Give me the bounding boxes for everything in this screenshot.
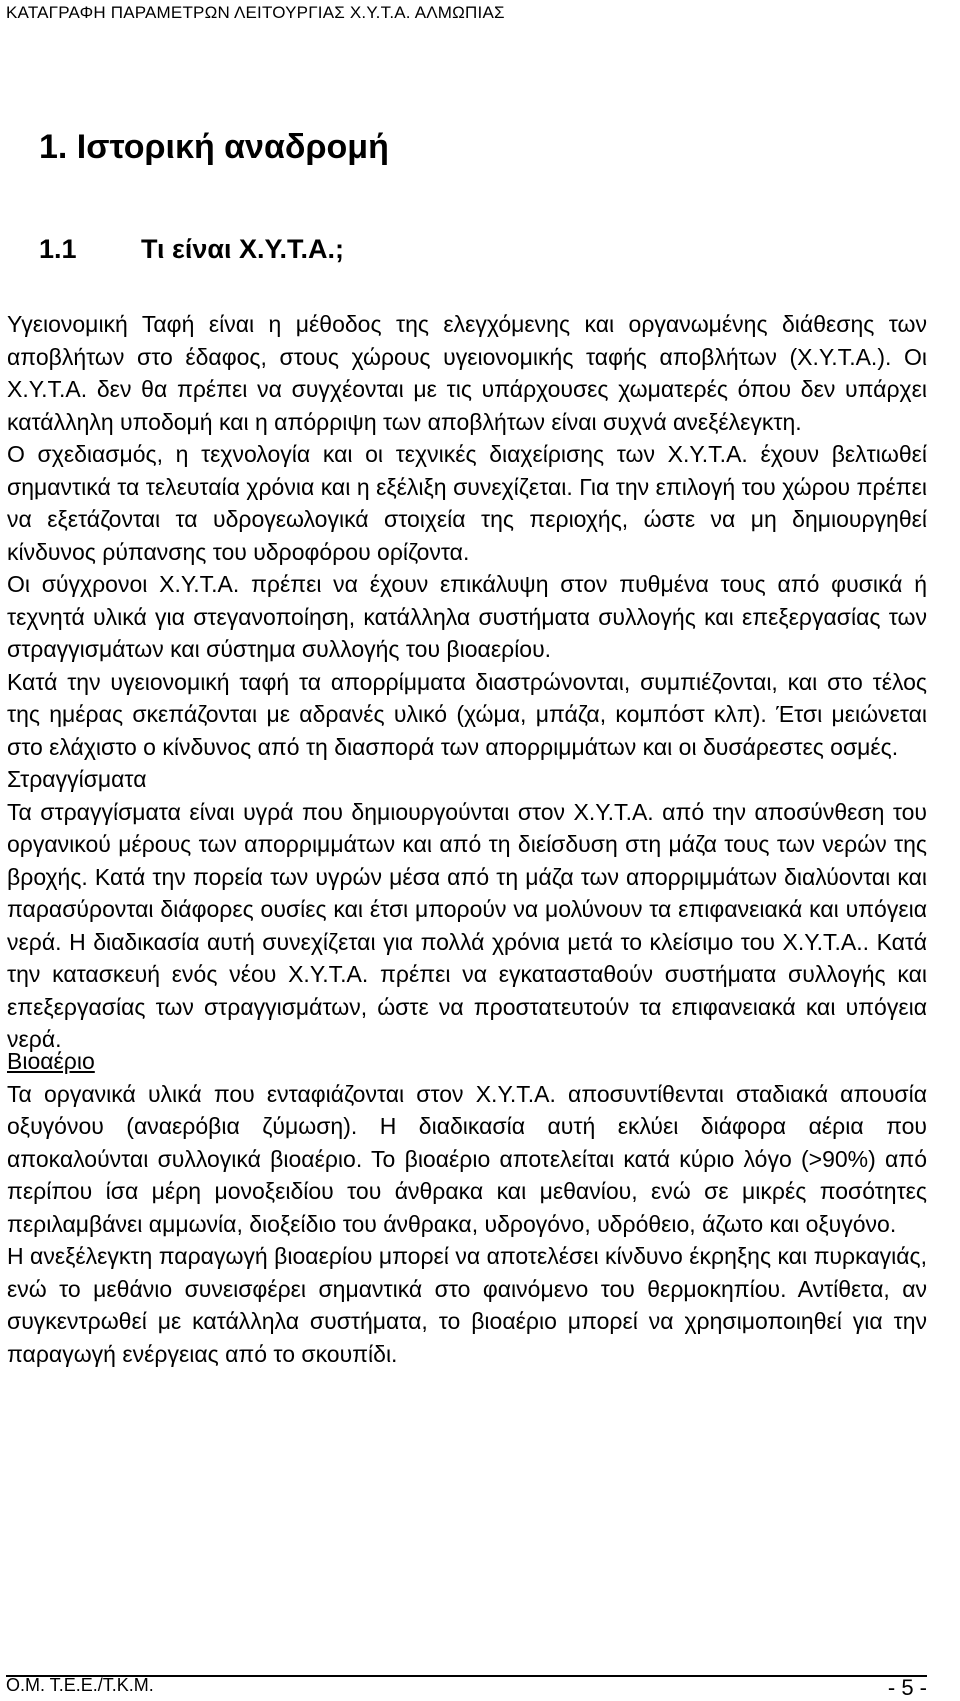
footer-organization: Ο.Μ. Τ.Ε.Ε./Τ.Κ.Μ. xyxy=(6,1675,154,1695)
section-title: 1. Ιστορική αναδρομή xyxy=(39,128,389,166)
subsection-heading xyxy=(39,234,344,265)
running-header: ΚΑΤΑΓΡΑΦΗ ΠΑΡΑΜΕΤΡΩΝ ΛΕΙΤΟΥΡΓΙΑΣ Χ.Υ.Τ.Α. ΑΛΜΩΠΙΑΣ xyxy=(6,3,505,22)
paragraph-4: Κατά την υγειονομική ταφή τα απορρίμματα διαστρώνονται, συμπιέζονται, και στο τέλος της ημέρας σκεπάζονται με αδρανές υλικό (χώμα, μπάζα, κομπόστ κλπ). Έτσι μειώνεται στο ελάχιστο ο κίνδυνος από τη διασπορά των απορριμμάτων και οι δυσάρεστες οσμές. xyxy=(7,668,927,760)
subsection-number: 1.1 xyxy=(39,234,77,264)
paragraph-5: Τα στραγγίσματα είναι υγρά που δημιουργούνται στον Χ.Υ.Τ.Α. από την αποσύνθεση του οργανικού μέρους των απορριμμάτων και από τη διείσδυση στη μάζα τους των νερών της βροχής. Κατά την πορεία των υγρών μέσα από τη μάζα των απορριμμάτων διαλύονται και παρασύρονται διάφορες ουσίες και έτσι μπορούν να μολύνουν τα επιφανειακά και υπόγεια νερά. Η διαδικασία αυτή συνεχίζεται για πολλά χρόνια μετά το κλείσιμο του Χ.Υ.Τ.Α.. Κατά την κατασκευή ενός νέου Χ.Υ.Τ.Α. πρέπει να εγκατασταθούν συστήματα συλλογής και επεξεργασίας των στραγγισμάτων, ώστε να προστατευτούν τα επιφανειακά και υπόγεια νερά. xyxy=(7,798,927,1052)
paragraph-3: Οι σύγχρονοι Χ.Υ.Τ.Α. πρέπει να έχουν επικάλυψη στον πυθμένα τους από φυσικά ή τεχνητά υλικά για στεγανοποίηση, κατάλληλα συστήματα συλλογής και επεξεργασίας των στραγγισμάτων και σύστημα συλλογής του βιοαερίου. xyxy=(7,571,927,662)
leachate-heading: Στραγγίσματα xyxy=(7,766,147,792)
page-number: - 5 - xyxy=(887,1675,927,1700)
paragraph-7: Η ανεξέλεγκτη παραγωγή βιοαερίου μπορεί να αποτελέσει κίνδυνο έκρηξης και πυρκαγιάς, ενώ το μεθάνιο συνεισφέρει σημαντικά στο φαινόμενο του θερμοκηπίου. Αντίθετα, αν συγκεντρωθεί με κατάλληλα συστήματα, το βιοαέριο μπορεί να χρησιμοποιηθεί για την παραγωγή ενέργειας από το σκουπίδι. xyxy=(7,1243,927,1367)
subsection-title: Τι είναι Χ.Υ.Τ.Α.; xyxy=(141,234,345,264)
body-block-1 xyxy=(7,308,927,1056)
body-block-2 xyxy=(7,1045,927,1370)
paragraph-2: Ο σχεδιασμός, η τεχνολογία και οι τεχνικές διαχείρισης των Χ.Υ.Τ.Α. έχουν βελτιωθεί σημαντικά τα τελευταία χρόνια και η εξέλιξη συνεχίζεται. Για την επιλογή του χώρου πρέπει να εξετάζονται τα υδρογεωλογικά στοιχεία της περιοχής, ώστε να μη δημιουργηθεί κίνδυνος ρύπανσης του υδροφόρου ορίζοντα. xyxy=(7,441,927,565)
biogas-heading: Βιοαέριο xyxy=(7,1048,95,1074)
paragraph-6: Τα οργανικά υλικά που ενταφιάζονται στον Χ.Υ.Τ.Α. αποσυντίθενται σταδιακά απουσία οξυγόνου (αναερόβια ζύμωση). Η διαδικασία αυτή εκλύει διάφορα αέρια που αποκαλούνται συλλογικά βιοαέριο. Το βιοαέριο αποτελείται κατά κύριο λόγο (>90%) από περίπου ίσα μέρη μονοξειδίου του άνθρακα και μεθανίου, ενώ σε μικρές ποσότητες περιλαμβάνει αμμωνία, διοξείδιο του άνθρακα, υδρογόνο, υδρόθειο, άζωτο και οξυγόνο. xyxy=(7,1080,927,1237)
paragraph-1: Υγειονομική Ταφή είναι η μέθοδος της ελεγχόμενης και οργανωμένης διάθεσης των αποβλήτων στο έδαφος, στους χώρους υγειονομικής ταφής αποβλήτων (Χ.Υ.Τ.Α.). Οι Χ.Υ.Τ.Α. δεν θα πρέπει να συγχέονται με τις υπάρχουσες χωματερές όπου δεν υπάρχει κατάλληλη υποδομή και η απόρριψη των αποβλήτων είναι συχνά ανεξέλεγκτη. xyxy=(7,311,927,435)
